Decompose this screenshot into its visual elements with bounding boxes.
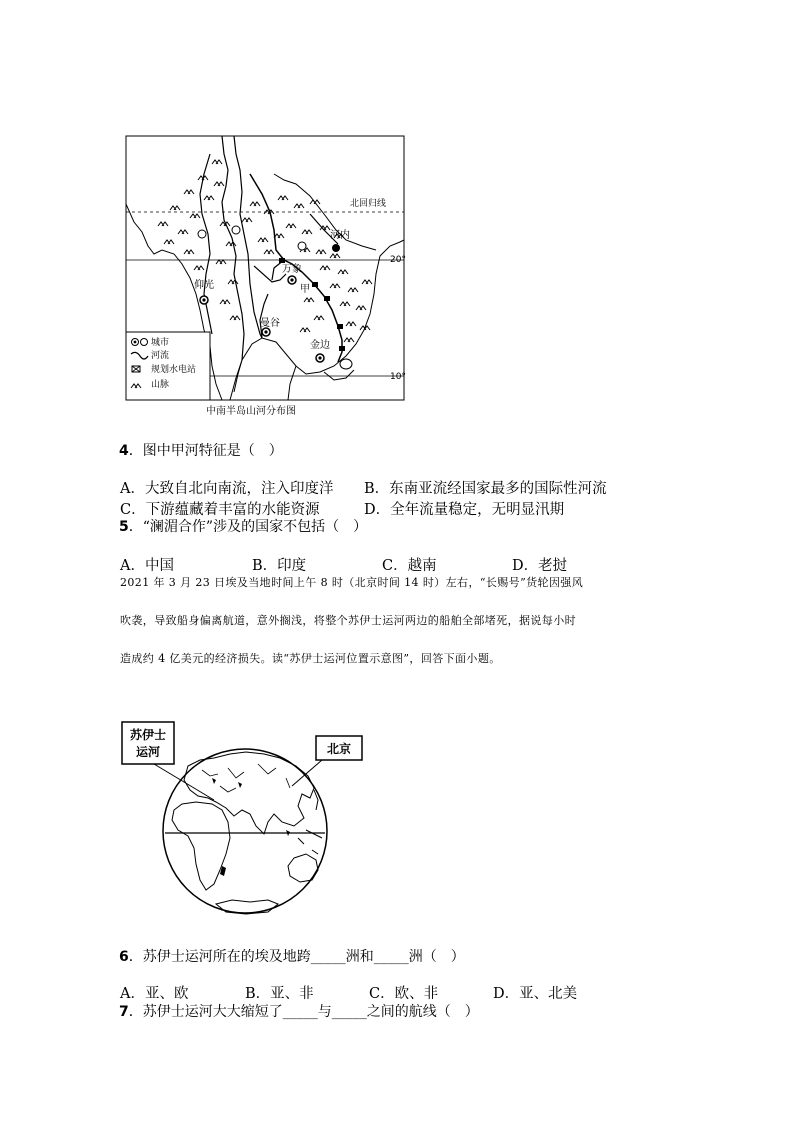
hanoi-city-icon — [332, 244, 340, 252]
q4-option-a[interactable]: A．大致自北向南流，注入印度洋 — [120, 481, 334, 497]
question-5 — [119, 516, 367, 536]
suez-label-line1: 苏伊士 — [129, 728, 167, 742]
question-number: 6 — [119, 949, 129, 965]
bangkok-label: 曼谷 — [260, 318, 280, 329]
dam-icon — [132, 366, 140, 372]
suez-globe-map — [118, 718, 370, 930]
question-4 — [119, 440, 283, 460]
lat10-label: 10° — [390, 372, 406, 382]
legend-label: 城市 — [151, 338, 170, 348]
question-7 — [119, 1001, 479, 1021]
legend-label: 规划水电站 — [151, 365, 197, 375]
yangon-label: 仰光 — [194, 280, 214, 291]
lat20-label: 20° — [390, 255, 406, 265]
tropic-label: 北回归线 — [350, 199, 387, 209]
q4-option-b[interactable]: B．东南亚流经国家最多的国际性河流 — [364, 481, 607, 497]
question-number: 5 — [119, 519, 129, 535]
q4-option-d[interactable]: D．全年流量稳定，无明显汛期 — [364, 502, 565, 518]
passage-line-3: 造成约 4 亿美元的经济损失。读“苏伊士运河位置示意图”，回答下面小题。 — [120, 652, 501, 665]
question-stem: ．苏伊士运河大大缩短了_____与_____之间的航线（ ） — [128, 1004, 479, 1020]
q5-option-b[interactable]: B．印度 — [252, 558, 307, 574]
passage-line-1: 2021 年 3 月 23 日埃及当地时间上午 8 时（北京时间 14 时）左右，“长赐号”货轮因强风 — [120, 576, 584, 589]
indochina-map — [124, 134, 406, 419]
q5-option-d[interactable]: D．老挝 — [512, 558, 568, 574]
q6-option-c[interactable]: C．欧、非 — [369, 986, 439, 1002]
question-stem: ．图中甲河特征是（ ） — [128, 443, 283, 459]
question-6 — [119, 946, 465, 966]
question-stem: ．苏伊士运河所在的埃及地跨_____洲和_____洲（ ） — [128, 949, 465, 965]
question-stem: ．“澜湄合作”涉及的国家不包括（ ） — [128, 519, 368, 535]
q6-option-a[interactable]: A．亚、欧 — [120, 986, 189, 1002]
question-number: 4 — [119, 443, 129, 459]
q5-option-c[interactable]: C．越南 — [382, 558, 437, 574]
hanoi-label: 河内 — [330, 230, 350, 241]
legend-label: 河流 — [151, 351, 170, 361]
q6-option-d[interactable]: D．亚、北美 — [493, 986, 578, 1002]
map-legend — [126, 332, 210, 400]
suez-label-line2: 运河 — [135, 745, 161, 759]
vientiane-label: 万象 — [282, 264, 302, 275]
map-caption: 中南半岛山河分布图 — [206, 406, 296, 417]
legend-label: 山脉 — [151, 380, 170, 390]
phnompenh-label: 金边 — [310, 340, 330, 351]
beijing-label: 北京 — [326, 742, 352, 756]
globe-outline — [163, 749, 327, 913]
passage-line-2: 吹袭，导致船身偏离航道，意外搁浅，将整个苏伊士运河两边的船舶全部堵死，据说每小时 — [120, 614, 576, 627]
question-number: 7 — [119, 1004, 129, 1020]
q5-option-a[interactable]: A．中国 — [120, 558, 174, 574]
q4-option-c[interactable]: C．下游蕴藏着丰富的水能资源 — [120, 502, 320, 518]
jia-label: 甲 — [300, 284, 310, 295]
q6-option-b[interactable]: B．亚、非 — [245, 986, 314, 1002]
